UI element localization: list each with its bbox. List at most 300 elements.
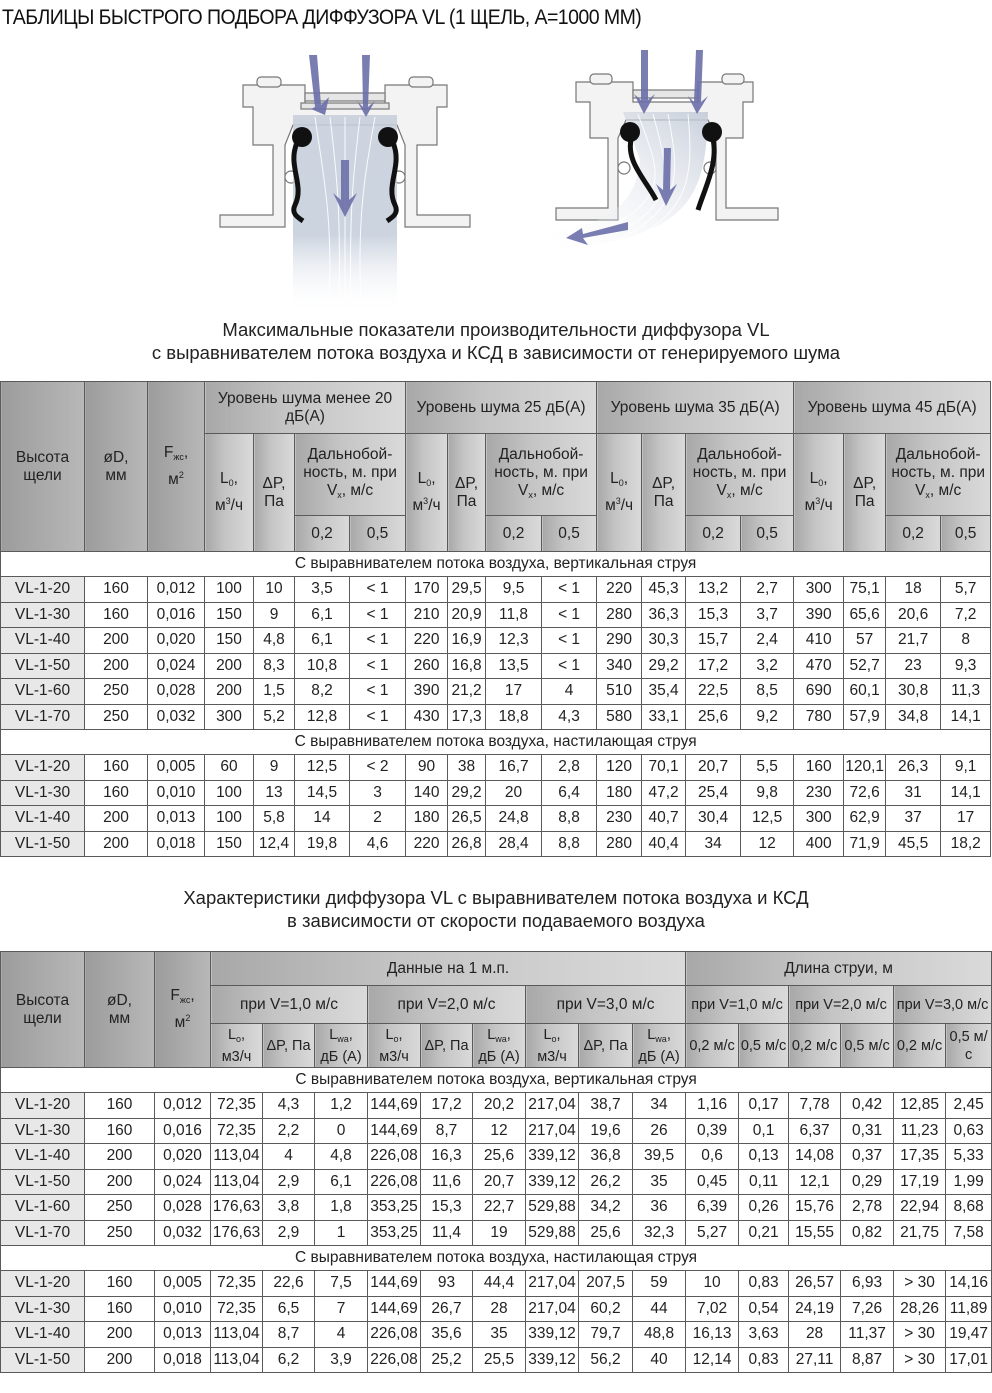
table-row: [1, 1169, 992, 1195]
table-cell: 28,4: [486, 831, 542, 857]
table-cell: 20: [486, 780, 542, 806]
table-cell: 8,68: [946, 1195, 992, 1221]
table-cell: 160: [85, 780, 148, 806]
table-cell: 35: [473, 1322, 526, 1348]
table-cell: 226,08: [368, 1169, 421, 1195]
table-cell: 25,5: [473, 1347, 526, 1373]
table-cell: 3: [350, 780, 406, 806]
table-cell: 17: [486, 679, 542, 705]
table-cell: 1,5: [254, 679, 295, 705]
table-cell: 22,5: [686, 679, 741, 705]
table-cell: 580: [597, 704, 642, 730]
table-cell: 14,16: [946, 1271, 992, 1297]
table-row: [1, 780, 991, 806]
table-cell: 160: [85, 1118, 155, 1144]
table-cell: 120,1: [844, 755, 886, 781]
table-cell: 339,12: [526, 1322, 579, 1348]
table-cell: 9,5: [486, 577, 542, 603]
table-cell: 0,31: [841, 1118, 894, 1144]
table-cell: > 30: [894, 1347, 946, 1373]
table-cell: 10: [686, 1271, 739, 1297]
table-cell: 6,93: [841, 1271, 894, 1297]
table-cell: 22,7: [473, 1195, 526, 1221]
header-flow: $L_0$, $м^3/ч$: [794, 434, 844, 552]
table-cell: 36,8: [579, 1144, 633, 1170]
table-cell: > 30: [894, 1271, 946, 1297]
table-cell: 72,35: [211, 1271, 263, 1297]
table-cell: 280: [597, 602, 642, 628]
table-cell: 9,3: [941, 653, 991, 679]
table-cell: 56,2: [579, 1347, 633, 1373]
table-cell: 100: [205, 780, 254, 806]
model-name-cell: VL-1-40: [1, 1144, 85, 1170]
header-speed-05: 0,5: [741, 516, 794, 552]
table-cell: 7,26: [841, 1296, 894, 1322]
table-cell: 15,7: [686, 628, 741, 654]
table-cell: 29,2: [642, 653, 686, 679]
header-noise-45: Уровень шума 45 дБ(А): [794, 382, 991, 434]
table-cell: 12: [473, 1118, 526, 1144]
table-cell: 144,69: [368, 1271, 421, 1297]
table-cell: 17,01: [946, 1347, 992, 1373]
table-cell: 0,028: [155, 1195, 211, 1221]
table-cell: 470: [794, 653, 844, 679]
table-cell: 90: [406, 755, 448, 781]
table-cell: 2,78: [841, 1195, 894, 1221]
header-pressure: ΔP, Па: [448, 434, 486, 552]
table-cell: 57: [844, 628, 886, 654]
table-cell: 250: [85, 1220, 155, 1246]
table-cell: 24,8: [486, 806, 542, 832]
table-cell: 400: [794, 831, 844, 857]
table-cell: 26,7: [421, 1296, 473, 1322]
table-cell: 45,5: [886, 831, 941, 857]
table-cell: 12,4: [254, 831, 295, 857]
section-label: С выравнивателем потока воздуха, настилающая струя: [1, 1246, 992, 1271]
header-pressure: ΔP, Па: [642, 434, 686, 552]
header-noise-20: Уровень шума менее 20 дБ(А): [205, 382, 406, 434]
table-cell: 0,83: [739, 1347, 789, 1373]
table-cell: 0,13: [739, 1144, 789, 1170]
table-cell: 18: [886, 577, 941, 603]
model-name-cell: VL-1-50: [1, 653, 85, 679]
table-cell: 176,63: [211, 1195, 263, 1221]
table-cell: 7,5: [315, 1271, 368, 1297]
table-cell: 14,1: [941, 780, 991, 806]
table-cell: 160: [85, 602, 148, 628]
table-cell: 35: [633, 1169, 686, 1195]
table-cell: 6,1: [295, 628, 350, 654]
model-name-cell: VL-1-30: [1, 602, 85, 628]
table-cell: 11,6: [421, 1169, 473, 1195]
table-cell: 17,3: [448, 704, 486, 730]
table-cell: 5,27: [686, 1220, 739, 1246]
table-cell: 260: [406, 653, 448, 679]
header-pressure: ΔP, Па: [263, 1024, 315, 1068]
table-cell: 12,1: [789, 1169, 841, 1195]
table-cell: 8,3: [254, 653, 295, 679]
table-cell: 250: [85, 704, 148, 730]
table-cell: 30,4: [686, 806, 741, 832]
table-row: [1, 1347, 992, 1373]
table-cell: 52,7: [844, 653, 886, 679]
table-cell: 100: [205, 806, 254, 832]
table-cell: 0,020: [148, 628, 205, 654]
table1-title-line1: Максимальные показатели производительности диффузора VL: [222, 319, 770, 340]
table-cell: 20,9: [448, 602, 486, 628]
table-cell: 11,23: [894, 1118, 946, 1144]
table-cell: 29,2: [448, 780, 486, 806]
table-cell: 13,2: [686, 577, 741, 603]
table-cell: 8,7: [421, 1118, 473, 1144]
table-cell: 40,7: [642, 806, 686, 832]
table-cell: 0,020: [155, 1144, 211, 1170]
table-cell: 300: [794, 806, 844, 832]
header-jet-02: 0,2 м/с: [789, 1024, 841, 1068]
table-row: [1, 704, 991, 730]
header-speed-05: 0,5: [542, 516, 597, 552]
table-cell: 17,2: [686, 653, 741, 679]
table-cell: 0,013: [155, 1322, 211, 1348]
table-cell: 113,04: [211, 1322, 263, 1348]
table2-title-line1: Характеристики диффузора VL с выравнивателем потока воздуха и КСД: [183, 887, 809, 908]
table-cell: 33,1: [642, 704, 686, 730]
table-cell: 28: [473, 1296, 526, 1322]
table-cell: 0,005: [148, 755, 205, 781]
table-cell: 217,04: [526, 1271, 579, 1297]
table-cell: 25,6: [473, 1144, 526, 1170]
table-cell: < 1: [350, 577, 406, 603]
table-cell: 210: [406, 602, 448, 628]
table-cell: 27,11: [789, 1347, 841, 1373]
table-cell: 34: [633, 1093, 686, 1119]
table-cell: 21,7: [886, 628, 941, 654]
table-cell: 34,8: [886, 704, 941, 730]
table-cell: 1,2: [315, 1093, 368, 1119]
header-pressure: ΔP, Па: [254, 434, 295, 552]
table-cell: 150: [205, 831, 254, 857]
table-cell: 120: [597, 755, 642, 781]
table-row: [1, 831, 991, 857]
table-cell: 30,8: [886, 679, 941, 705]
table-cell: 200: [205, 679, 254, 705]
table-cell: 4: [315, 1322, 368, 1348]
table-cell: < 1: [350, 653, 406, 679]
table-cell: 18,8: [486, 704, 542, 730]
table-cell: 180: [406, 806, 448, 832]
table-cell: 200: [85, 628, 148, 654]
table-cell: 3,9: [315, 1347, 368, 1373]
header-jet-05: 0,5 м/с: [841, 1024, 894, 1068]
table-cell: 17,2: [421, 1093, 473, 1119]
table-cell: 207,5: [579, 1271, 633, 1297]
table-cell: 340: [597, 653, 642, 679]
section-row: [1, 1068, 992, 1093]
table2-title-line2: в зависимости от скорости подаваемого воздуха: [287, 910, 705, 931]
table-cell: < 1: [350, 704, 406, 730]
table-cell: 44,4: [473, 1271, 526, 1297]
table-cell: 339,12: [526, 1347, 579, 1373]
table-cell: 25,6: [686, 704, 741, 730]
header-jet-group: при V=1,0 м/с: [686, 986, 789, 1024]
table-cell: 15,3: [686, 602, 741, 628]
table-cell: 40,4: [642, 831, 686, 857]
table-cell: 226,08: [368, 1144, 421, 1170]
table-cell: < 1: [542, 628, 597, 654]
table-cell: 0,012: [148, 577, 205, 603]
table-cell: 26,2: [579, 1169, 633, 1195]
table-cell: 200: [85, 831, 148, 857]
table-cell: 65,6: [844, 602, 886, 628]
model-name-cell: VL-1-20: [1, 577, 85, 603]
table-cell: 22,6: [263, 1271, 315, 1297]
table-cell: 8: [941, 628, 991, 654]
table-cell: < 1: [542, 602, 597, 628]
table-cell: 44: [633, 1296, 686, 1322]
table-cell: 200: [85, 1322, 155, 1348]
table-cell: 19,6: [579, 1118, 633, 1144]
table-cell: 19,47: [946, 1322, 992, 1348]
table-cell: 200: [205, 653, 254, 679]
table-cell: 160: [85, 1271, 155, 1297]
table-cell: 36,3: [642, 602, 686, 628]
table-cell: 5,2: [254, 704, 295, 730]
table1-title: [0, 318, 992, 364]
table-cell: 0,63: [946, 1118, 992, 1144]
table-cell: 6,1: [295, 602, 350, 628]
table-cell: 220: [597, 577, 642, 603]
section-label: С выравнивателем потока воздуха, настилающая струя: [1, 730, 991, 755]
seal-left-icon: [292, 127, 312, 147]
table-cell: 0,018: [155, 1347, 211, 1373]
table2-title: [0, 886, 992, 932]
table-cell: 2: [350, 806, 406, 832]
header-area: $F_{жс}$, $м^2$: [148, 382, 205, 552]
table-cell: 7,02: [686, 1296, 739, 1322]
table-cell: 160: [85, 1093, 155, 1119]
table-cell: 3,8: [263, 1195, 315, 1221]
table-cell: 2,45: [946, 1093, 992, 1119]
section-row: [1, 552, 991, 577]
table-row: [1, 679, 991, 705]
header-flow: $L_o$, м3/ч: [526, 1024, 579, 1068]
table-cell: 60,2: [579, 1296, 633, 1322]
table-cell: 0,39: [686, 1118, 739, 1144]
header-speed-02: 0,2: [295, 516, 350, 552]
table-cell: 60,1: [844, 679, 886, 705]
header-throw-range: Дальнобой-ность, м. при $V_x$, м/с: [486, 434, 597, 516]
table-cell: 12: [741, 831, 794, 857]
table-cell: 0,6: [686, 1144, 739, 1170]
table-cell: 9,2: [741, 704, 794, 730]
table-row: [1, 577, 991, 603]
section-label: С выравнивателем потока воздуха, вертикальная струя: [1, 1068, 992, 1093]
table-cell: < 1: [542, 653, 597, 679]
table-cell: 14,5: [295, 780, 350, 806]
header-jet-group: при V=3,0 м/с: [894, 986, 992, 1024]
header-data-per-meter: Данные на 1 м.п.: [211, 952, 686, 986]
header-jet-group: при V=2,0 м/с: [789, 986, 894, 1024]
table-cell: 40: [633, 1347, 686, 1373]
header-speed-02: 0,2: [486, 516, 542, 552]
table-cell: 4: [263, 1144, 315, 1170]
table-cell: 300: [205, 704, 254, 730]
table-cell: 4,3: [542, 704, 597, 730]
header-noise-35: Уровень шума 35 дБ(А): [597, 382, 794, 434]
model-name-cell: VL-1-70: [1, 704, 85, 730]
table-cell: 12,8: [295, 704, 350, 730]
table-row: [1, 602, 991, 628]
table-cell: 1,8: [315, 1195, 368, 1221]
header-area: $F_{жс}$, $м^2$: [155, 952, 211, 1068]
model-name-cell: VL-1-40: [1, 806, 85, 832]
header-pressure: ΔP, Па: [844, 434, 886, 552]
header-noise-level: $L_{wa}$, дБ (А): [315, 1024, 368, 1068]
table-cell: 20,7: [473, 1169, 526, 1195]
table-cell: 1: [315, 1220, 368, 1246]
table-cell: 79,7: [579, 1322, 633, 1348]
table-cell: 25,2: [421, 1347, 473, 1373]
table-cell: 100: [205, 577, 254, 603]
table-cell: 353,25: [368, 1220, 421, 1246]
table-row: [1, 806, 991, 832]
table-cell: 15,55: [789, 1220, 841, 1246]
table-cell: 4,8: [254, 628, 295, 654]
table-cell: 47,2: [642, 780, 686, 806]
table-cell: 250: [85, 1195, 155, 1221]
table-cell: 0,29: [841, 1169, 894, 1195]
table-cell: 529,88: [526, 1195, 579, 1221]
table-cell: 390: [794, 602, 844, 628]
table-cell: 226,08: [368, 1322, 421, 1348]
table-cell: 1,99: [946, 1169, 992, 1195]
header-jet-length: Длина струи, м: [686, 952, 992, 986]
table-cell: 220: [406, 831, 448, 857]
table-cell: 25,4: [686, 780, 741, 806]
table-cell: 5,5: [741, 755, 794, 781]
table-cell: 2,9: [263, 1220, 315, 1246]
header-slot-height: Высота щели: [1, 382, 85, 552]
table-cell: 12,85: [894, 1093, 946, 1119]
table-cell: 176,63: [211, 1220, 263, 1246]
table-cell: 16,3: [421, 1144, 473, 1170]
table-cell: 144,69: [368, 1296, 421, 1322]
model-name-cell: VL-1-50: [1, 831, 85, 857]
header-throw-range: Дальнобой-ность, м. при $V_x$, м/с: [295, 434, 406, 516]
table-cell: 1,16: [686, 1093, 739, 1119]
table-cell: 160: [85, 755, 148, 781]
table-cell: 35,6: [421, 1322, 473, 1348]
table-cell: 226,08: [368, 1347, 421, 1373]
table-cell: 0,42: [841, 1093, 894, 1119]
table-cell: 75,1: [844, 577, 886, 603]
section-label: С выравнивателем потока воздуха, вертикальная струя: [1, 552, 991, 577]
header-speed-05: 0,5: [941, 516, 991, 552]
table-row: [1, 1093, 992, 1119]
table-cell: 160: [794, 755, 844, 781]
table-cell: 0,012: [155, 1093, 211, 1119]
table-cell: 200: [85, 653, 148, 679]
table-row: [1, 628, 991, 654]
table-cell: 72,35: [211, 1093, 263, 1119]
table-cell: 7,78: [789, 1093, 841, 1119]
table-cell: 113,04: [211, 1347, 263, 1373]
table-cell: 28: [789, 1322, 841, 1348]
table-cell: 32,3: [633, 1220, 686, 1246]
table1-title-line2: с выравнивателем потока воздуха и КСД в зависимости от генерируемого шума: [151, 342, 841, 363]
table-cell: 39,5: [633, 1144, 686, 1170]
table-cell: 36: [633, 1195, 686, 1221]
model-name-cell: VL-1-70: [1, 1220, 85, 1246]
table-cell: 14: [295, 806, 350, 832]
table-cell: 26,3: [886, 755, 941, 781]
table-cell: 6,4: [542, 780, 597, 806]
header-speed-02: 0,2: [686, 516, 741, 552]
table-cell: 13,5: [486, 653, 542, 679]
table-cell: 23: [886, 653, 941, 679]
table-row: [1, 1144, 992, 1170]
model-name-cell: VL-1-20: [1, 755, 85, 781]
table-cell: 113,04: [211, 1144, 263, 1170]
header-throw-range: Дальнобой-ность, м. при $V_x$, м/с: [886, 434, 991, 516]
table-cell: 200: [85, 1169, 155, 1195]
table-cell: 217,04: [526, 1296, 579, 1322]
table-cell: 93: [421, 1271, 473, 1297]
table-cell: 6,39: [686, 1195, 739, 1221]
table-cell: 6,37: [789, 1118, 841, 1144]
table-cell: 21,2: [448, 679, 486, 705]
table-cell: 4,3: [263, 1093, 315, 1119]
table-cell: 35,4: [642, 679, 686, 705]
table-cell: 60: [205, 755, 254, 781]
table-cell: 0,016: [155, 1118, 211, 1144]
table-cell: 57,9: [844, 704, 886, 730]
table-cell: 0,018: [148, 831, 205, 857]
table-cell: 200: [85, 1347, 155, 1373]
table-cell: 529,88: [526, 1220, 579, 1246]
table-cell: 17,35: [894, 1144, 946, 1170]
table-cell: 780: [794, 704, 844, 730]
table-cell: 150: [205, 628, 254, 654]
table-cell: 0,11: [739, 1169, 789, 1195]
table-cell: 19,8: [295, 831, 350, 857]
table-cell: < 1: [542, 577, 597, 603]
table-cell: 72,35: [211, 1296, 263, 1322]
table-cell: 2,4: [741, 628, 794, 654]
table-cell: 4,8: [315, 1144, 368, 1170]
table-cell: 11,8: [486, 602, 542, 628]
header-speed-02: 0,2: [886, 516, 941, 552]
table-cell: 2,9: [263, 1169, 315, 1195]
header-noise-25: Уровень шума 25 дБ(А): [406, 382, 597, 434]
table-cell: 7,2: [941, 602, 991, 628]
table-cell: 0,37: [841, 1144, 894, 1170]
table-cell: 0,83: [739, 1271, 789, 1297]
table-row: [1, 755, 991, 781]
header-flow: $L_0$, $м^3/ч$: [205, 434, 254, 552]
table-cell: 28,26: [894, 1296, 946, 1322]
table-cell: 150: [205, 602, 254, 628]
model-name-cell: VL-1-30: [1, 780, 85, 806]
table-cell: 0,82: [841, 1220, 894, 1246]
table-cell: 9,1: [941, 755, 991, 781]
model-name-cell: VL-1-40: [1, 628, 85, 654]
section-row: [1, 730, 991, 755]
table-cell: 4,6: [350, 831, 406, 857]
header-jet-05: 0,5 м/с: [946, 1024, 992, 1068]
table-cell: 16,8: [448, 653, 486, 679]
header-speed-group: при V=3,0 м/с: [526, 986, 686, 1024]
